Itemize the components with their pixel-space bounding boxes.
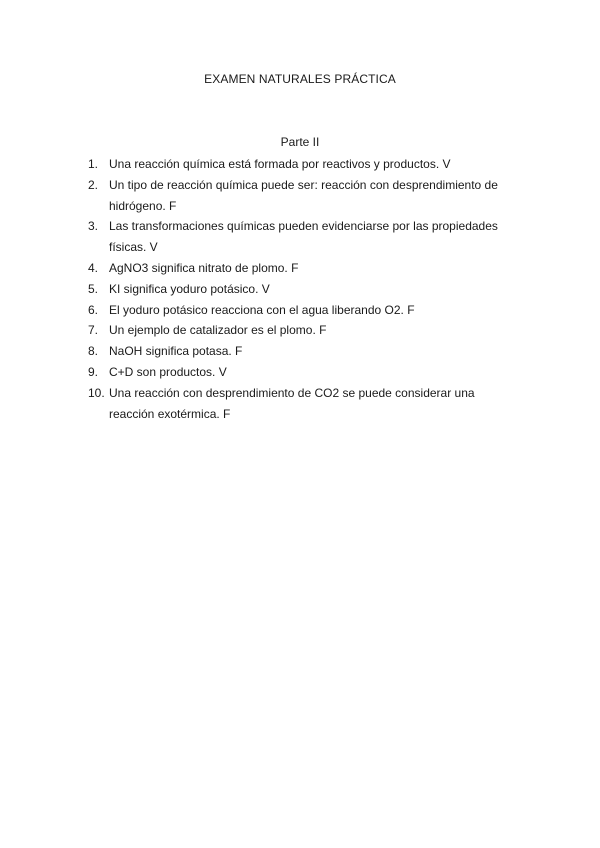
question-number: 7. [88, 323, 99, 338]
question-number: 1. [88, 157, 99, 171]
question-text: Un ejemplo de catalizador es el plomo. F [109, 323, 327, 338]
question-number: 8. [88, 344, 99, 359]
question-list [88, 154, 513, 424]
question-number: 5. [88, 281, 99, 296]
document-title: EXAMEN NATURALES PRÁCTICA [204, 72, 396, 86]
question-text: KI significa yoduro potásico. V [109, 281, 270, 296]
question-text: AgNO3 significa nitrato de plomo. F [109, 260, 299, 275]
question-item-8 [88, 341, 513, 362]
section-heading: Parte II [280, 135, 320, 149]
question-text: Una reacción con desprendimiento de CO2 se puede considerar una reacción exotérmica. F [109, 385, 475, 421]
question-number: 4. [88, 260, 99, 275]
question-item-6 [88, 300, 513, 321]
question-item-10 [88, 383, 513, 425]
question-item-9 [88, 362, 513, 383]
question-number: 6. [88, 302, 99, 317]
question-number: 3. [88, 219, 99, 234]
question-item-3 [88, 216, 513, 258]
question-item-7 [88, 320, 513, 341]
question-item-2 [88, 175, 513, 217]
question-text: El yoduro potásico reacciona con el agua liberando O2. F [109, 302, 415, 317]
question-item-1 [88, 154, 513, 175]
question-number: 10. [88, 385, 105, 400]
question-number: 9. [88, 364, 99, 379]
question-text: Una reacción química está formada por reactivos y productos. V [109, 157, 451, 171]
question-item-5 [88, 279, 513, 300]
question-text: NaOH significa potasa. F [109, 344, 243, 359]
question-text: Las transformaciones químicas pueden evidenciarse por las propiedades físicas. V [109, 219, 498, 255]
question-item-4 [88, 258, 513, 279]
question-text: C+D son productos. V [109, 364, 227, 379]
question-number: 2. [88, 177, 99, 192]
question-text: Un tipo de reacción química puede ser: reacción con desprendimiento de hidrógeno. F [109, 177, 498, 213]
